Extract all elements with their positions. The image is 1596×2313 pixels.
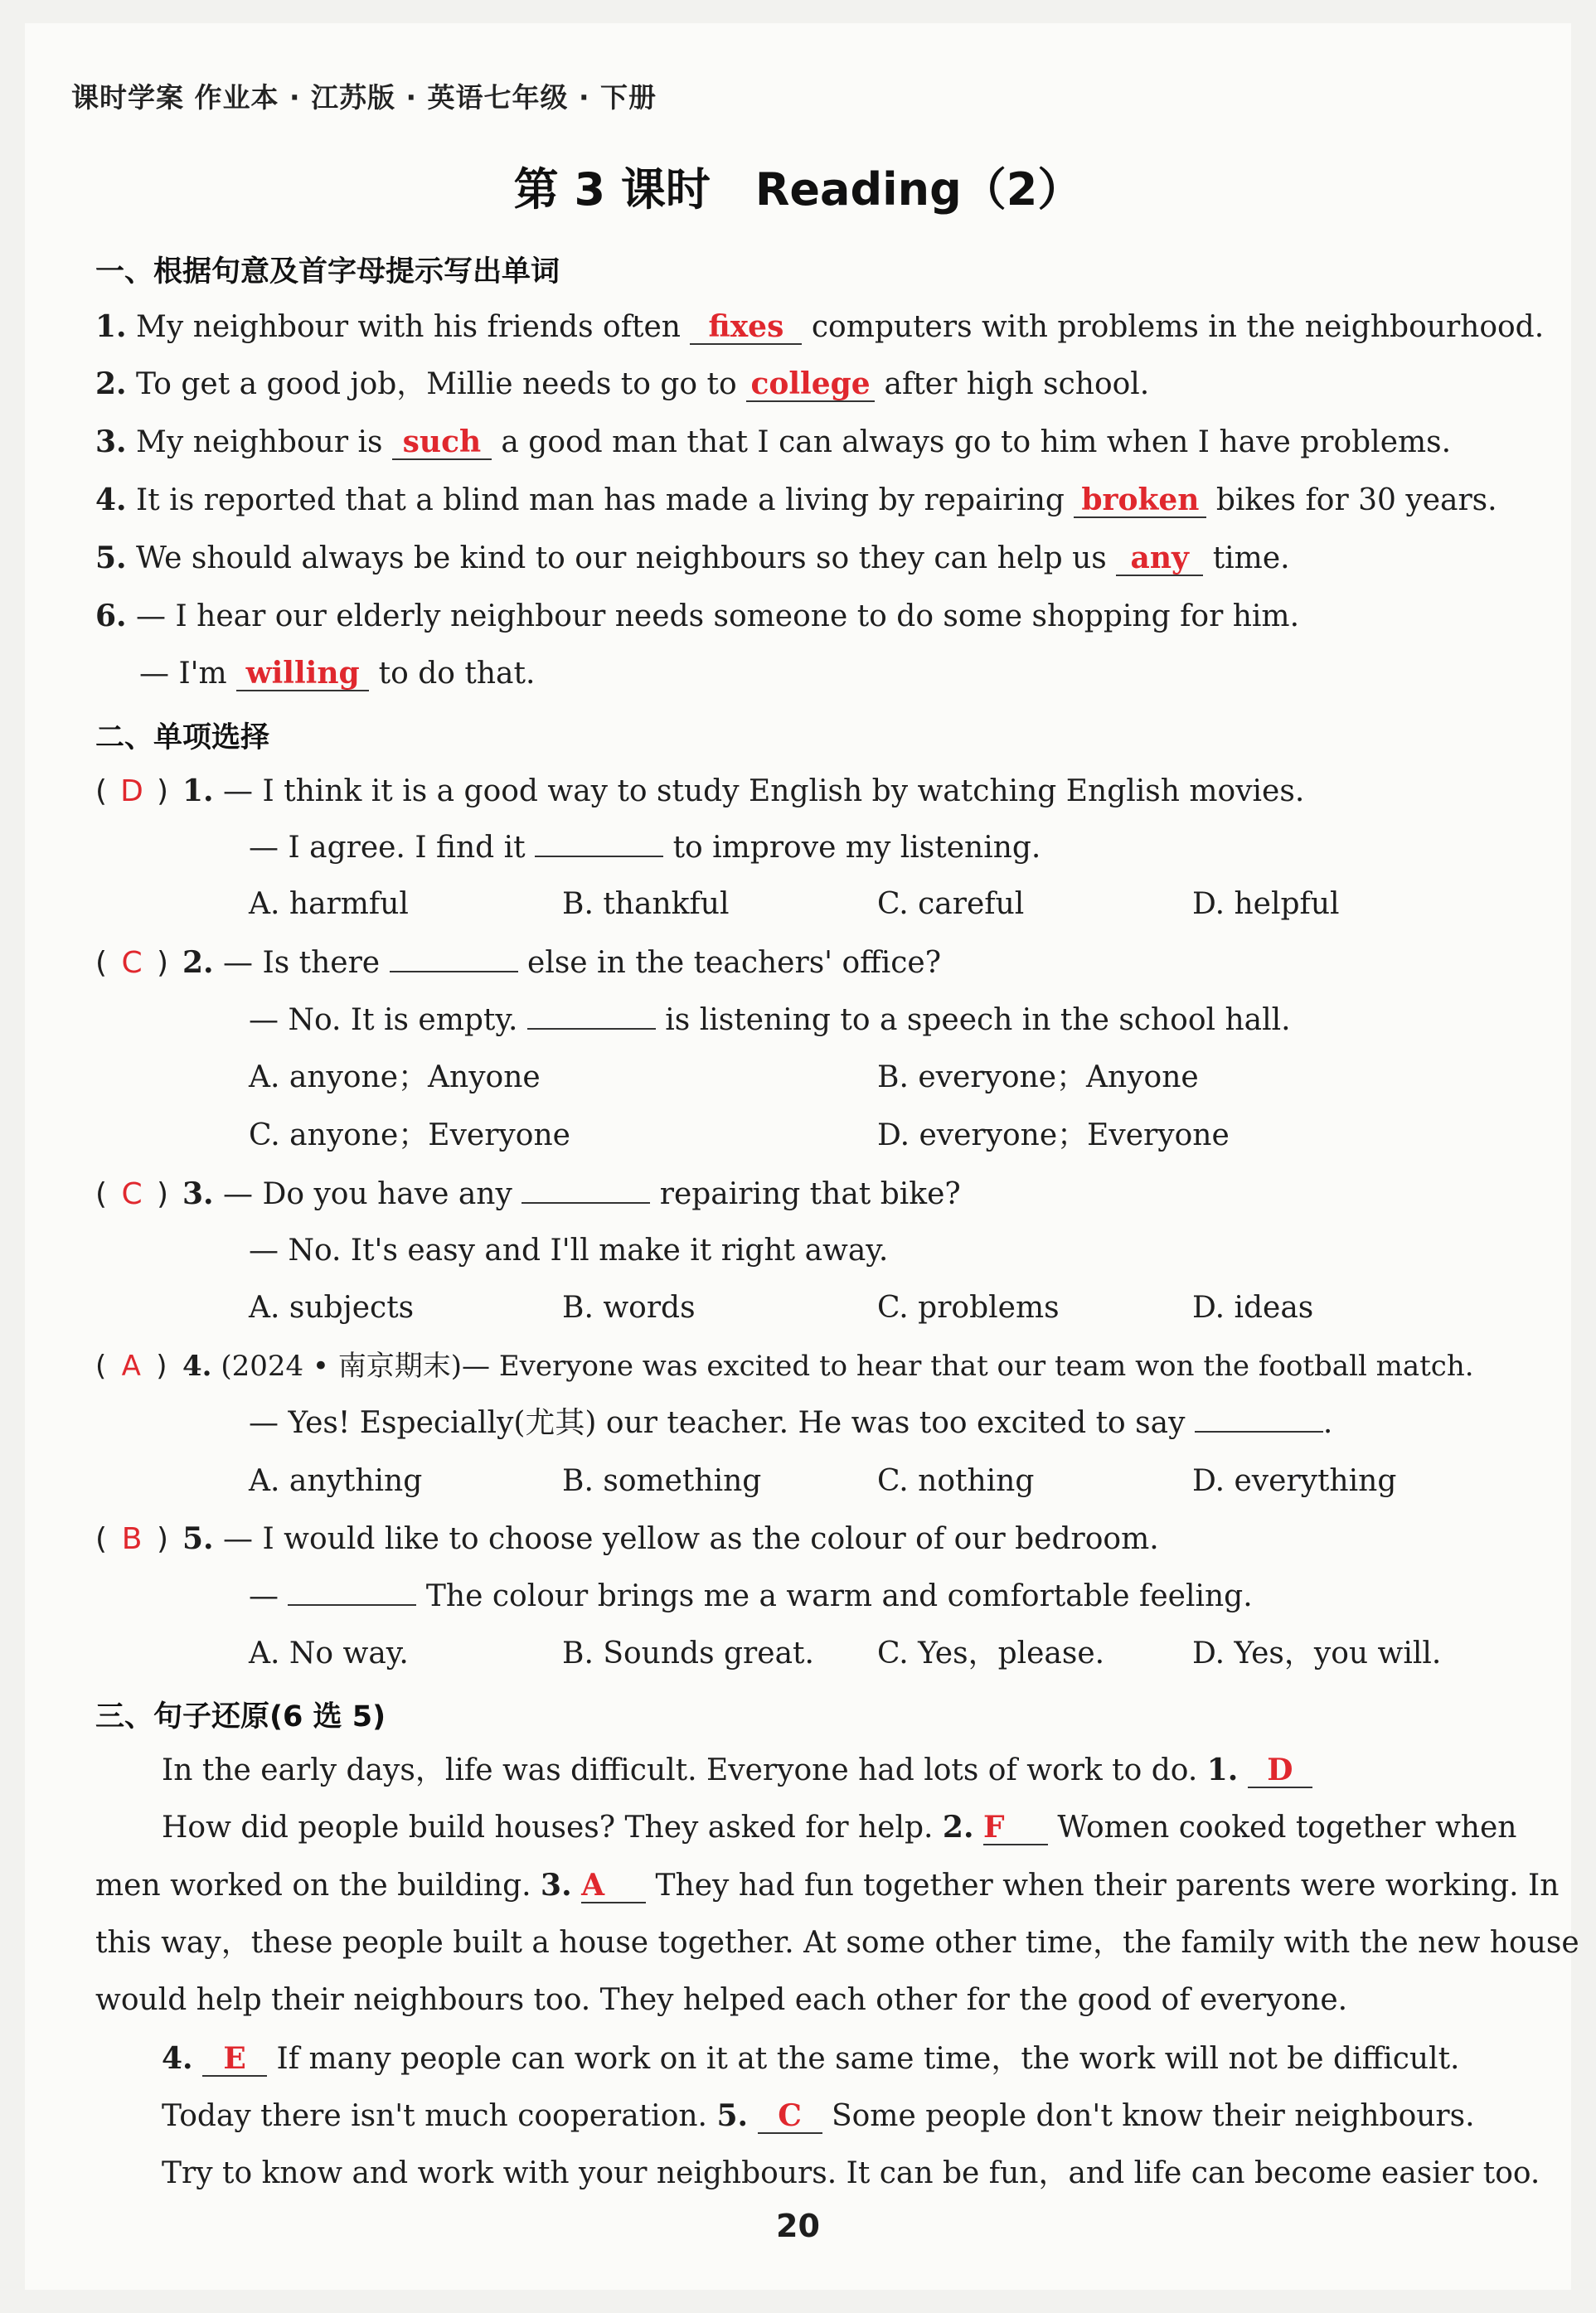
- answer-blank: A: [581, 1869, 646, 1903]
- section1-heading: 一、根据句意及首字母提示写出单词: [95, 255, 560, 289]
- option-a: A. subjects: [249, 1291, 415, 1325]
- s1-item-2: 2. To get a good job，Millie needs to go to college after high school.: [95, 366, 1150, 401]
- answer-letter: D: [120, 774, 143, 808]
- option-a: A. anything: [249, 1464, 423, 1498]
- answer-blank: any: [1116, 541, 1203, 576]
- option-d: D. Yes，you will.: [1192, 1637, 1442, 1670]
- s1-item-3: 3. My neighbour is such a good man that I can always go to him when I have problems.: [95, 424, 1452, 459]
- option-d: D. ideas: [1192, 1291, 1314, 1325]
- mc-question-2-line2: — No. It is empty. is listening to a speech in the school hall.: [249, 1003, 1291, 1037]
- mc-question-5: ( B ) 5. — I would like to choose yellow as the colour of our bedroom.: [95, 1521, 1159, 1556]
- mc-question-3-line2: — No. It's easy and I'll make it right away.: [249, 1234, 889, 1268]
- mc-question-4: ( A ) 4. (2024 • 南京期末)— Everyone was excited to hear that our team won the football match.: [95, 1350, 1474, 1383]
- passage-line-5: would help their neighbours too. They helped each other for the good of everyone.: [95, 1983, 1348, 2017]
- s1-item-4: 4. It is reported that a blind man has made a living by repairing broken bikes for 30 years.: [95, 482, 1497, 517]
- option-c: C. careful: [877, 887, 1025, 921]
- passage-line-1: In the early days，life was difficult. Everyone had lots of work to do. 1. D: [162, 1752, 1312, 1789]
- option-c: C. Yes，please.: [877, 1637, 1105, 1670]
- option-a: A. No way.: [249, 1637, 409, 1670]
- passage-line-8: Try to know and work with your neighbours. It can be fun，and life can become easier too.: [162, 2156, 1540, 2190]
- page-title: 第 3 课时 Reading（2）: [513, 163, 1083, 216]
- mc-question-2: ( C ) 2. — Is there else in the teachers' office?: [95, 945, 942, 980]
- option-c: C. nothing: [877, 1464, 1035, 1498]
- passage-line-3: men worked on the building. 3. A They had fun together when their parents were working. In: [95, 1868, 1560, 1903]
- answer-letter: B: [121, 1522, 143, 1556]
- section3-heading: 三、句子还原(6 选 5): [95, 1700, 386, 1734]
- answer-blank: C: [758, 2099, 822, 2134]
- passage-line-4: this way，these people built a house together. At some other time，the family with the new house: [95, 1926, 1579, 1960]
- option-a: A. anyone；Anyone: [249, 1060, 541, 1094]
- mc-question-1-line2: — I agree. I find it to improve my listening.: [249, 831, 1041, 865]
- answer-blank: willing: [236, 657, 369, 691]
- s1-item-5: 5. We should always be kind to our neighbours so they can help us any time.: [95, 541, 1290, 575]
- option-d: D. helpful: [1192, 887, 1340, 921]
- answer-blank: D: [1248, 1753, 1312, 1788]
- answer-blank: fixes: [690, 310, 802, 345]
- passage-line-2: How did people build houses? They asked for help. 2. F Women cooked together when: [162, 1810, 1517, 1845]
- passage-line-6: 4. E If many people can work on it at the same time，the work will not be difficult.: [162, 2041, 1460, 2076]
- book-header: 课时学案 作业本 · 江苏版 · 英语七年级 · 下册: [71, 81, 657, 114]
- answer-blank: college: [746, 367, 875, 402]
- option-b: B. thankful: [562, 887, 730, 921]
- answer-blank: such: [392, 425, 492, 460]
- mc-question-3: ( C ) 3. — Do you have any repairing that bike?: [95, 1176, 961, 1211]
- answer-blank: E: [202, 2042, 267, 2077]
- s1-item-1: 1. My neighbour with his friends often fixes computers with problems in the neighbourhood.: [95, 309, 1545, 344]
- option-a: A. harmful: [249, 887, 409, 921]
- answer-blank: F: [983, 1811, 1048, 1845]
- answer-letter: C: [121, 946, 143, 980]
- answer-letter: C: [121, 1177, 143, 1211]
- answer-blank: broken: [1074, 483, 1206, 518]
- mc-question-4-line2: — Yes! Especially(尤其) our teacher. He was too excited to say .: [249, 1406, 1333, 1440]
- option-d: D. everyone；Everyone: [877, 1118, 1230, 1152]
- option-b: B. words: [562, 1291, 696, 1325]
- option-b: B. Sounds great.: [562, 1637, 814, 1670]
- option-c: C. anyone；Everyone: [249, 1118, 570, 1152]
- mc-question-5-line2: — The colour brings me a warm and comfortable feeling.: [249, 1579, 1253, 1613]
- page-number: 20: [776, 2208, 820, 2244]
- s1-item-6: 6. — I hear our elderly neighbour needs someone to do some shopping for him.: [95, 599, 1300, 633]
- mc-question-1: ( D ) 1. — I think it is a good way to study English by watching English movies.: [95, 773, 1305, 808]
- s1-item-6-reply: — I'm willing to do that.: [139, 656, 536, 691]
- option-b: B. everyone；Anyone: [877, 1060, 1199, 1094]
- option-c: C. problems: [877, 1291, 1060, 1325]
- source-tag: (2024 • 南京期末): [221, 1350, 463, 1383]
- section2-heading: 二、单项选择: [95, 721, 270, 754]
- answer-letter: A: [121, 1350, 141, 1383]
- option-d: D. everything: [1192, 1464, 1397, 1498]
- option-b: B. something: [562, 1464, 762, 1498]
- passage-line-7: Today there isn't much cooperation. 5. C Some people don't know their neighbours.: [162, 2098, 1475, 2133]
